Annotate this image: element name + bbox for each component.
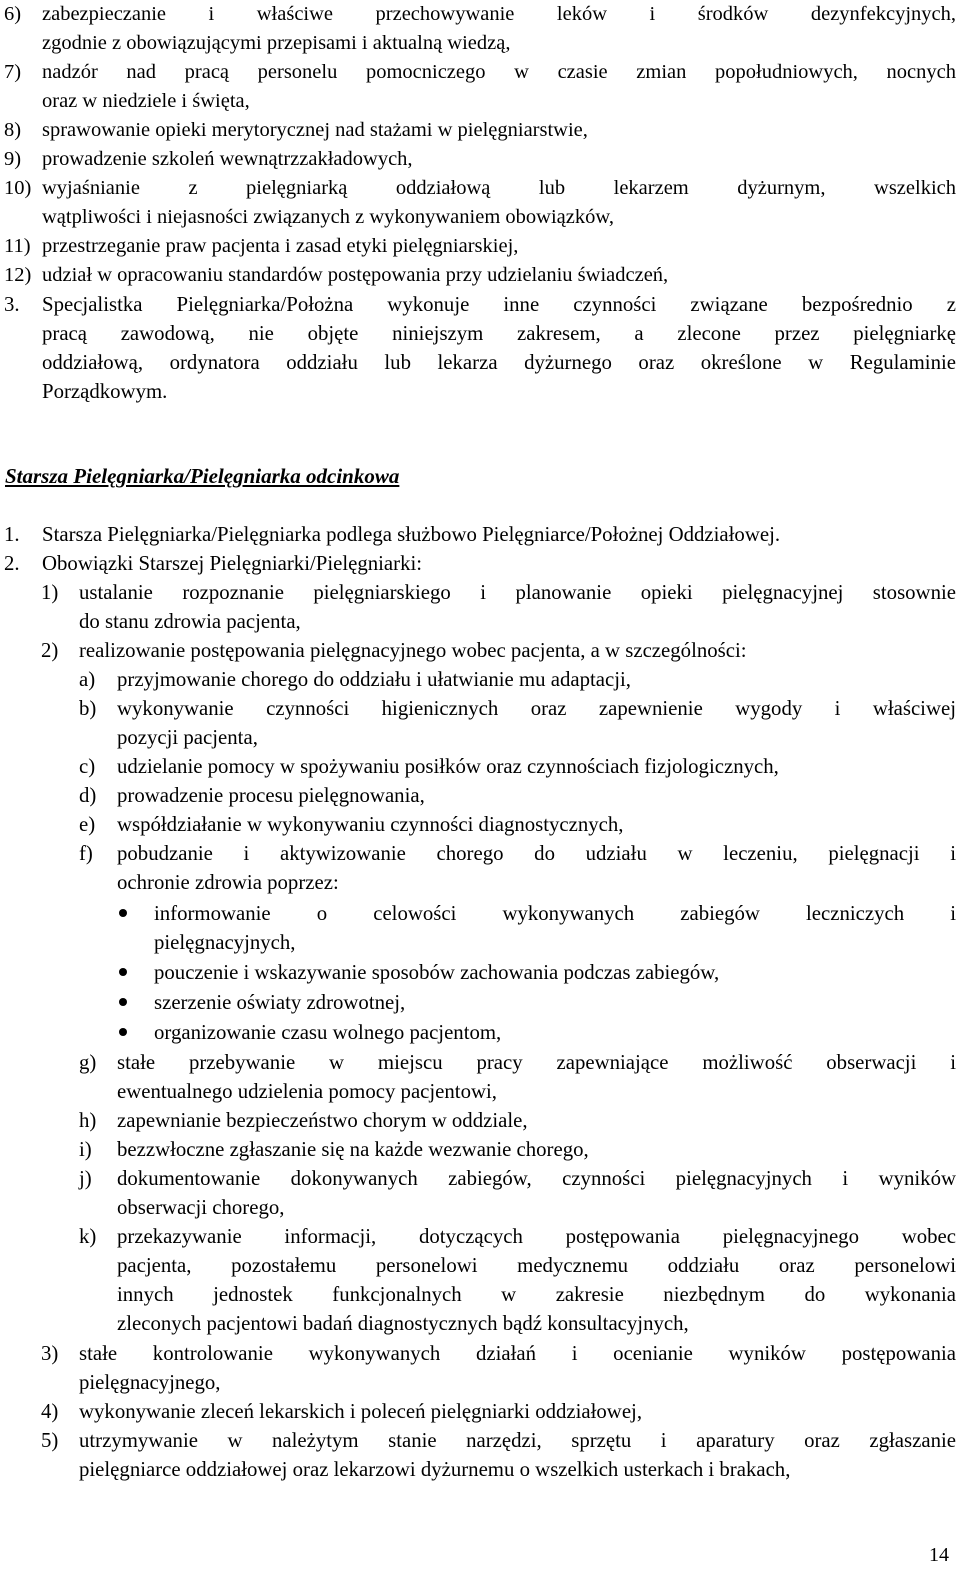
bullet-item bbox=[0, 958, 956, 987]
bullet-item bbox=[0, 988, 956, 1017]
item-marker: 1) bbox=[41, 581, 59, 604]
item-line: przyjmowanie chorego do oddziału i ułatwianie mu adaptacji, bbox=[117, 668, 631, 691]
item-line: zapewnianie bezpieczeństwo chorym w oddziale, bbox=[117, 1109, 528, 1132]
sub-item-g bbox=[0, 1048, 956, 1106]
duty-item-2 bbox=[0, 636, 956, 665]
item-line: do stanu zdrowia pacjenta, bbox=[79, 610, 301, 633]
item-line: pielęgniarce oddziałowej oraz lekarzowi dyżurnemu o wszelkich usterkach i brakach, bbox=[79, 1458, 791, 1481]
item-line: pouczenie i wskazywanie sposobów zachowania podczas zabiegów, bbox=[154, 961, 720, 984]
item-marker: e) bbox=[79, 813, 96, 836]
sub-item-d bbox=[0, 781, 956, 810]
item-marker: k) bbox=[79, 1225, 97, 1248]
item-marker: 1. bbox=[4, 523, 20, 546]
item-marker: b) bbox=[79, 697, 97, 720]
item-marker: 7) bbox=[4, 61, 22, 83]
item-line: stałe kontrolowanie wykonywanych działań i ocenianie wyników postępowania bbox=[79, 1342, 956, 1365]
top-item-10 bbox=[0, 174, 956, 232]
top-item-9 bbox=[0, 145, 956, 174]
item-line: udział w opracowaniu standardów postępowania przy udzielaniu świadczeń, bbox=[42, 264, 669, 286]
paragraph-line: Specjalistka Pielęgniarka/Położna wykonuje inne czynności związane bezpośrednio z bbox=[42, 293, 956, 316]
sub-item-j bbox=[0, 1164, 956, 1222]
sub-item-h bbox=[0, 1106, 956, 1135]
item-marker: c) bbox=[79, 755, 96, 778]
top-item-8 bbox=[0, 116, 956, 145]
paragraph-line: Porządkowym. bbox=[42, 380, 168, 403]
item-marker: d) bbox=[79, 784, 97, 807]
item-line: przekazywanie informacji, dotyczących postępowania pielęgnacyjnego wobec bbox=[117, 1225, 956, 1248]
section-heading: Starsza Pielęgniarka/Pielęgniarka odcinkowa bbox=[5, 464, 400, 488]
item-line: prowadzenie szkoleń wewnątrzzakładowych, bbox=[42, 148, 413, 170]
top-item-7 bbox=[0, 58, 956, 116]
section-point-1 bbox=[0, 520, 956, 549]
sub-item-f bbox=[0, 839, 956, 897]
item-line: obserwacji chorego, bbox=[117, 1196, 285, 1219]
item-line: oraz w niedziele i święta, bbox=[42, 90, 250, 112]
item-marker: a) bbox=[79, 668, 96, 691]
item-marker: 10) bbox=[4, 177, 32, 199]
top-item-6 bbox=[0, 0, 956, 58]
page-number: 14 bbox=[929, 1544, 949, 1566]
duty-item-5 bbox=[0, 1426, 956, 1484]
item-line: realizowanie postępowania pielęgnacyjnego wobec pacjenta, a w szczególności: bbox=[79, 639, 747, 662]
sub-item-a bbox=[0, 665, 956, 694]
duty-item-1 bbox=[0, 578, 956, 636]
item-line: bezzwłoczne zgłaszanie się na każde wezwanie chorego, bbox=[117, 1138, 589, 1161]
item-line: stałe przebywanie w miejscu pracy zapewniające możliwość obserwacji i bbox=[117, 1051, 956, 1074]
item-line: ustalanie rozpoznanie pielęgniarskiego i planowanie opieki pielęgnacyjnej stosownie bbox=[79, 581, 956, 604]
sub-item-e bbox=[0, 810, 956, 839]
sub-item-c bbox=[0, 752, 956, 781]
duty-item-4 bbox=[0, 1397, 956, 1426]
item-line: szerzenie oświaty zdrowotnej, bbox=[154, 991, 406, 1014]
item-marker: 4) bbox=[41, 1400, 59, 1423]
paragraph-line: pracą zawodową, nie objęte niniejszym zakresem, a zlecone przez pielęgniarkę bbox=[42, 322, 956, 345]
item-line: wątpliwości i niejasności związanych z wykonywaniem obowiązków, bbox=[42, 206, 614, 228]
paragraph-line: Starsza Pielęgniarka/Pielęgniarka podlega służbowo Pielęgniarce/Położnej Oddziałowej. bbox=[42, 523, 781, 546]
paragraph-line: oddziałową, ordynatora oddziału lub lekarza dyżurnego oraz określone w Regulaminie bbox=[42, 351, 956, 374]
item-marker: 8) bbox=[4, 119, 22, 141]
top-item-12 bbox=[0, 261, 956, 290]
bullet-item bbox=[0, 1018, 956, 1047]
item-marker: g) bbox=[79, 1051, 97, 1074]
item-line: dokumentowanie dokonywanych zabiegów, czynności pielęgnacyjnych i wyników bbox=[117, 1167, 956, 1190]
item-line: organizowanie czasu wolnego pacjentom, bbox=[154, 1021, 502, 1044]
item-line: utrzymywanie w należytym stanie narzędzi, sprzętu i aparatury oraz zgłaszanie bbox=[79, 1429, 956, 1452]
item-marker: 5) bbox=[41, 1429, 59, 1452]
item-line: nadzór nad pracą personelu pomocniczego w czasie zmian popołudniowych, nocnych bbox=[42, 61, 956, 83]
bullet-icon bbox=[119, 1028, 127, 1036]
item-marker: 6) bbox=[4, 3, 22, 25]
item-line: zgodnie z obowiązującymi przepisami i aktualną wiedzą, bbox=[42, 32, 511, 54]
item-line: innych jednostek funkcjonalnych w zakresie niezbędnym do wykonania bbox=[117, 1283, 956, 1306]
item-marker: i) bbox=[79, 1138, 92, 1161]
item-line: pozycji pacjenta, bbox=[117, 726, 258, 749]
item-marker: 12) bbox=[4, 264, 32, 286]
sub-item-b bbox=[0, 694, 956, 752]
bullet-icon bbox=[119, 968, 127, 976]
sub-item-i bbox=[0, 1135, 956, 1164]
item-marker: h) bbox=[79, 1109, 97, 1132]
sub-item-k bbox=[0, 1222, 956, 1338]
item-line: wykonywanie zleceń lekarskich i poleceń pielęgniarki oddziałowej, bbox=[79, 1400, 643, 1423]
item-line: pielęgnacyjnego, bbox=[79, 1371, 221, 1394]
item-marker: 11) bbox=[4, 235, 31, 257]
item-line: ochronie zdrowia poprzez: bbox=[117, 871, 339, 894]
item-line: ewentualnego udzielenia pomocy pacjentowi, bbox=[117, 1080, 497, 1103]
item-line: współdziałanie w wykonywaniu czynności diagnostycznych, bbox=[117, 813, 624, 836]
item-marker: 2. bbox=[4, 552, 20, 575]
item-marker: 3) bbox=[41, 1342, 59, 1365]
item-marker: 3. bbox=[4, 293, 20, 316]
item-line: pielęgnacyjnych, bbox=[154, 931, 296, 954]
item-line: wykonywanie czynności higienicznych oraz zapewnienie wygody i właściwej bbox=[117, 697, 956, 720]
item-line: pobudzanie i aktywizowanie chorego do udziału w leczeniu, pielęgnacji i bbox=[117, 842, 956, 865]
item-line: pacjenta, pozostałemu personelowi medycznemu oddziału oraz personelowi bbox=[117, 1254, 956, 1277]
point-3 bbox=[0, 290, 956, 406]
item-line: przestrzeganie praw pacjenta i zasad etyki pielęgniarskiej, bbox=[42, 235, 519, 257]
item-line: sprawowanie opieki merytorycznej nad stażami w pielęgniarstwie, bbox=[42, 119, 588, 141]
item-line: informowanie o celowości wykonywanych zabiegów leczniczych i bbox=[154, 902, 956, 925]
bullet-item bbox=[0, 899, 956, 957]
section-point-2 bbox=[0, 549, 956, 578]
bullet-icon bbox=[119, 909, 127, 917]
item-marker: f) bbox=[79, 842, 93, 865]
item-line: zabezpieczanie i właściwe przechowywanie leków i środków dezynfekcyjnych, bbox=[42, 3, 956, 25]
top-item-11 bbox=[0, 232, 956, 261]
item-line: wyjaśnianie z pielęgniarką oddziałową lub lekarzem dyżurnym, wszelkich bbox=[42, 177, 956, 199]
duty-item-3 bbox=[0, 1339, 956, 1397]
item-marker: j) bbox=[79, 1167, 92, 1190]
item-marker: 2) bbox=[41, 639, 59, 662]
bullet-icon bbox=[119, 998, 127, 1006]
item-marker: 9) bbox=[4, 148, 22, 170]
item-line: zleconych pacjentowi badań diagnostycznych bądź konsultacyjnych, bbox=[117, 1312, 689, 1335]
item-line: udzielanie pomocy w spożywaniu posiłków oraz czynnościach fizjologicznych, bbox=[117, 755, 779, 778]
paragraph-line: Obowiązki Starszej Pielęgniarki/Pielęgniarki: bbox=[42, 552, 423, 575]
item-line: prowadzenie procesu pielęgnowania, bbox=[117, 784, 425, 807]
